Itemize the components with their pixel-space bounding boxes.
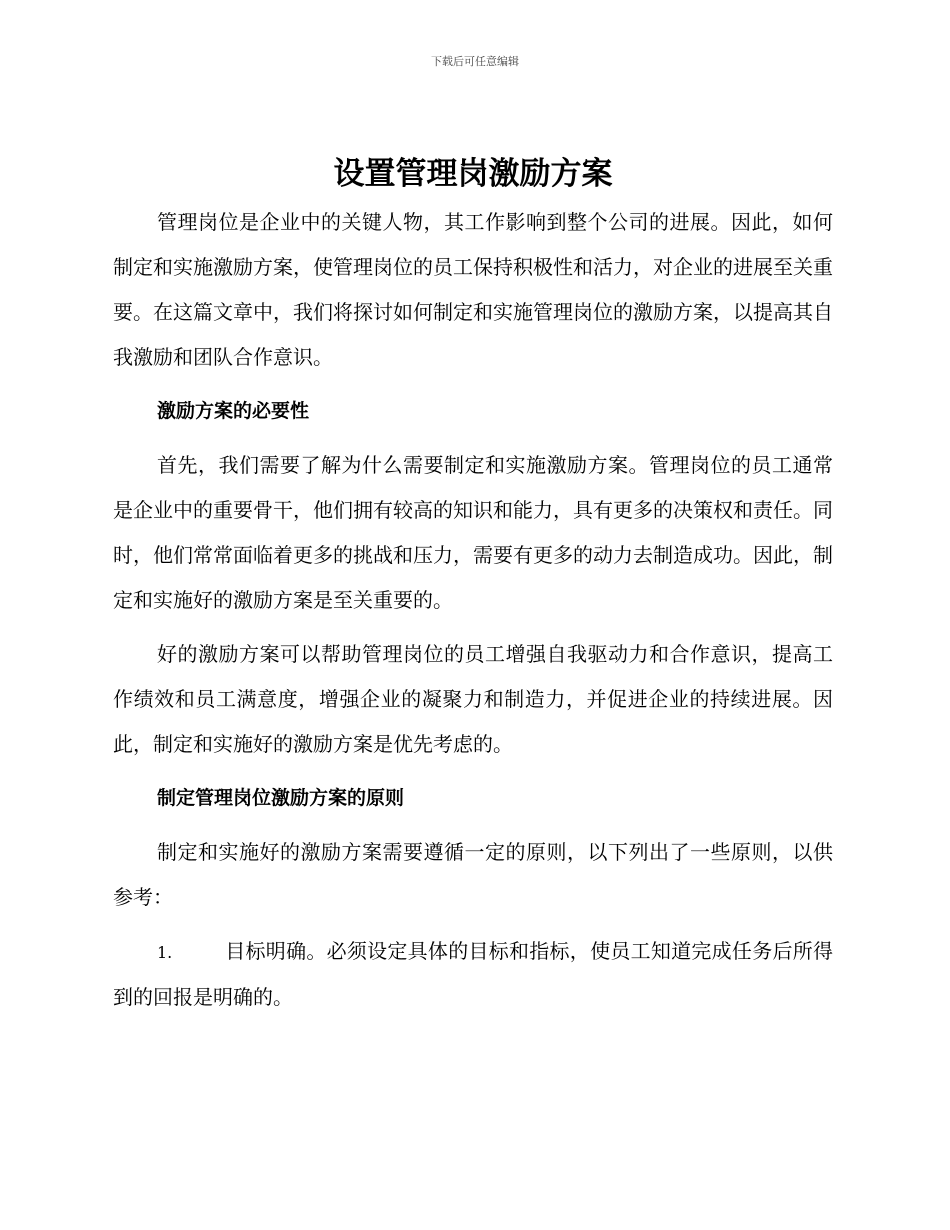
spacer	[113, 920, 833, 929]
document-title: 设置管理岗激励方案	[333, 156, 613, 192]
spacer	[113, 767, 833, 776]
spacer	[113, 821, 833, 830]
list-item-text: 目标明确。必须设定具体的目标和指标，使员工知道完成任务后所得到的回报是明确的。	[113, 939, 833, 1009]
list-item	[113, 929, 833, 1020]
spacer	[113, 434, 833, 443]
spacer	[113, 623, 833, 632]
header-note: 下载后可任意编辑	[431, 55, 519, 68]
section-heading-necessity: 激励方案的必要性	[157, 400, 310, 422]
necessity-paragraph-1: 首先，我们需要了解为什么需要制定和实施激励方案。管理岗位的员工通常是企业中的重要骨干，他们拥有较高的知识和能力，具有更多的决策权和责任。同时，他们常常面临着更多的挑战和压力，需要有更多的动力去制造成功。因此，制定和实施好的激励方案是至关重要的。	[113, 453, 833, 612]
spacer	[113, 380, 833, 389]
intro-paragraph: 管理岗位是企业中的关键人物，其工作影响到整个公司的进展。因此，如何制定和实施激励方案，使管理岗位的员工保持积极性和活力，对企业的进展至关重要。在这篇文章中，我们将探讨如何制定和实施管理岗位的激励方案，以提高其自我激励和团队合作意识。	[113, 210, 833, 369]
necessity-paragraph-2: 好的激励方案可以帮助管理岗位的员工增强自我驱动力和合作意识，提高工作绩效和员工满意度，增强企业的凝聚力和制造力，并促进企业的持续进展。因此，制定和实施好的激励方案是优先考虑的。	[113, 642, 833, 756]
section-heading-principles: 制定管理岗位激励方案的原则	[157, 787, 405, 809]
list-item-number: 1.	[157, 943, 173, 962]
document-body	[113, 148, 833, 1020]
principles-intro-paragraph: 制定和实施好的激励方案需要遵循一定的原则，以下列出了一些原则，以供参考：	[113, 840, 833, 909]
